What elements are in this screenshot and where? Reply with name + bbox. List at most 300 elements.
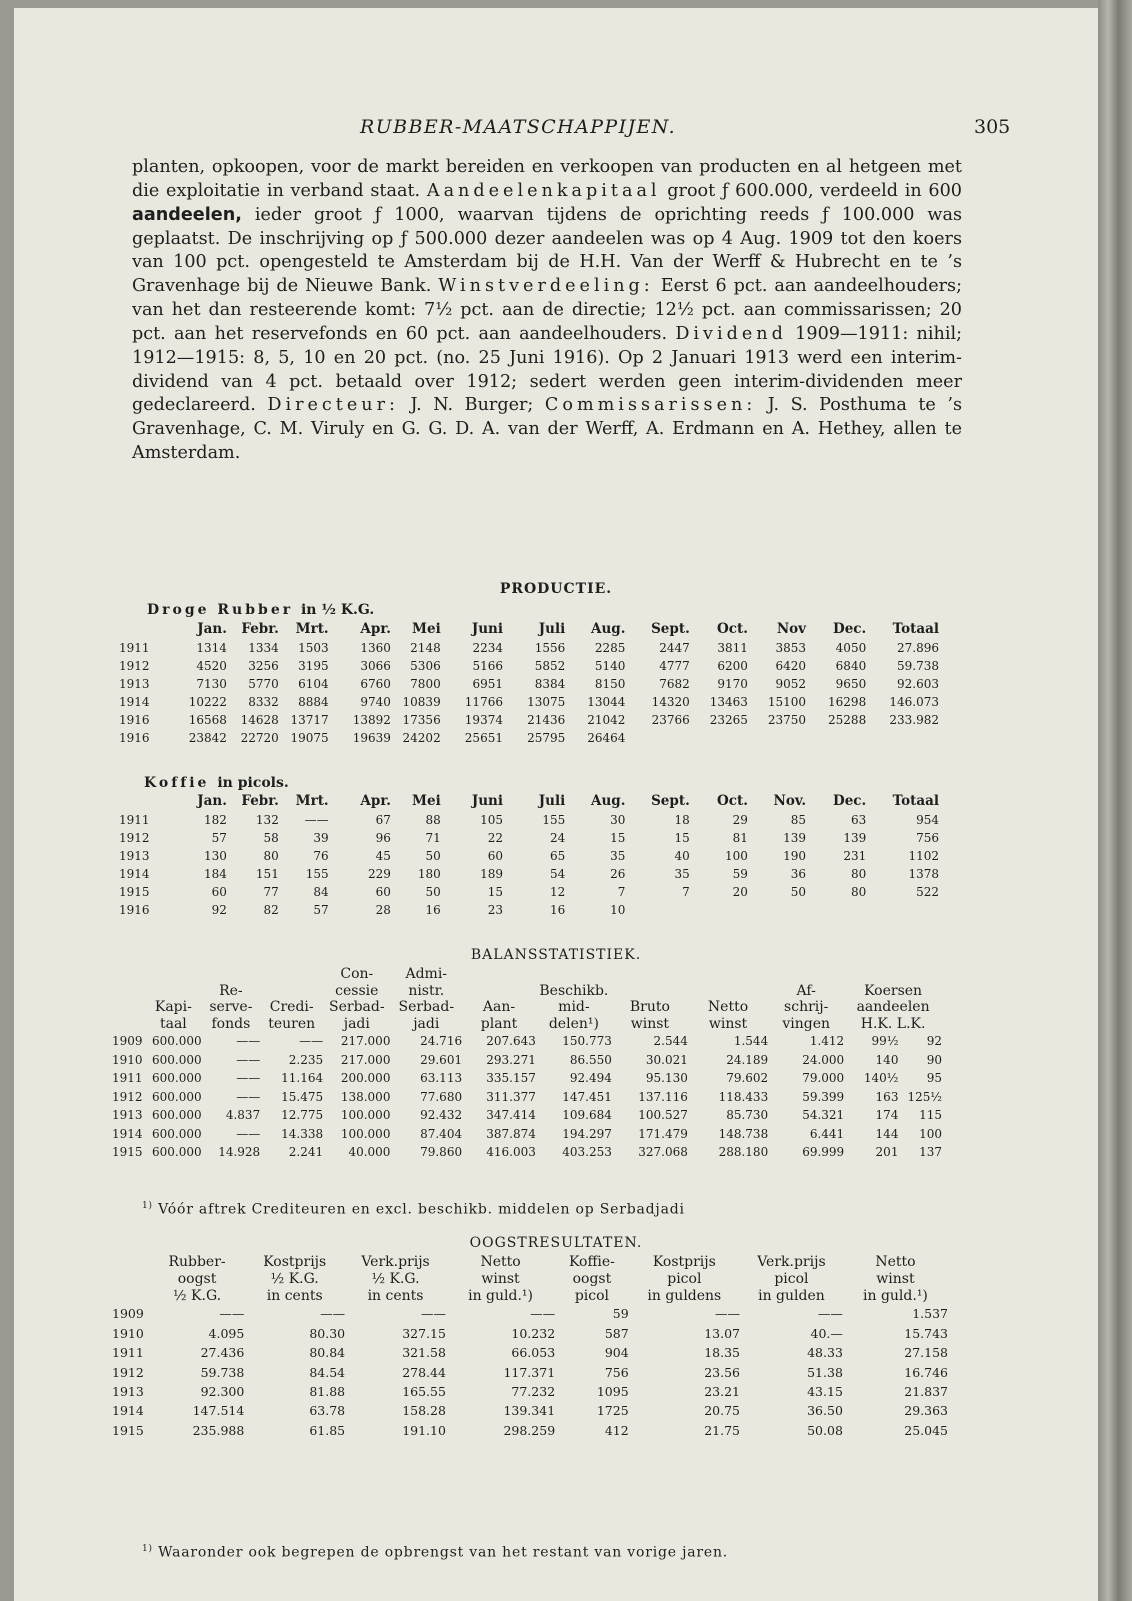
table-cell: 92.494: [569, 1071, 612, 1085]
rubber-label: Droge Rubber: [147, 602, 294, 618]
table-cell: 21436: [527, 713, 566, 727]
table-cell: 60: [487, 849, 503, 863]
table-cell: 35: [674, 867, 690, 881]
table-cell: 140: [875, 1052, 899, 1067]
table-cell: 43.15: [807, 1384, 843, 1400]
table-cell: ——: [304, 813, 329, 827]
table-cell: 13075: [527, 695, 566, 709]
table-cell: 140½: [863, 1071, 899, 1085]
table-cell: 5306: [410, 659, 441, 673]
table-cell: [690, 729, 748, 747]
page-number: 305: [974, 116, 1011, 138]
table-cell: 96: [375, 831, 391, 845]
header-row: [112, 1254, 948, 1271]
column-header: Sept.: [651, 621, 690, 637]
table-cell: 403.253: [562, 1145, 612, 1159]
table-cell: 10: [610, 903, 626, 917]
table-cell: 4.095: [208, 1325, 245, 1341]
column-header: Kostprijs: [652, 1254, 716, 1270]
table-cell: 1334: [248, 641, 279, 655]
table-cell: 387.874: [486, 1126, 536, 1141]
table-cell: 100.000: [340, 1126, 391, 1141]
column-header: Verk.prijs: [757, 1254, 826, 1270]
column-header: Mrt.: [295, 793, 329, 809]
table-cell: 4050: [835, 641, 867, 655]
table-cell: ——: [817, 1306, 843, 1322]
table-cell: 201: [875, 1145, 899, 1159]
table-cell: 293.271: [486, 1052, 536, 1067]
table-cell: 12: [549, 885, 566, 899]
year-cell: 1914: [112, 1403, 144, 1419]
table-cell: 35: [610, 849, 626, 863]
table-cell: 16.746: [904, 1364, 948, 1380]
column-header: nistr.: [408, 982, 445, 999]
table-cell: 190: [783, 849, 807, 863]
table-cell: ——: [714, 1306, 740, 1322]
footnote-mark: 1): [142, 1544, 153, 1554]
table-cell: 29: [732, 813, 748, 827]
table-cell: 25651: [464, 731, 503, 745]
table-cell: 16568: [188, 713, 227, 727]
table-cell: ——: [236, 1034, 261, 1048]
column-header: Apr.: [360, 621, 391, 637]
column-header: Re-: [219, 982, 243, 999]
balans-footnote: [142, 1201, 685, 1218]
table-row: [112, 1304, 948, 1323]
table-row: [119, 639, 939, 657]
table-cell: 25795: [527, 731, 566, 745]
column-header: Juni: [471, 621, 503, 637]
year-cell: 1915: [112, 1422, 144, 1438]
column-header: Serbad-: [398, 999, 455, 1015]
header-row: [119, 620, 939, 639]
table-cell: 82: [263, 903, 279, 917]
table-cell: 77.232: [511, 1384, 556, 1400]
table-cell: 9052: [775, 677, 807, 691]
table-cell: 1556: [534, 641, 566, 655]
table-cell: 26464: [587, 731, 626, 745]
column-header: Nov: [776, 621, 807, 637]
year-cell: 1913: [112, 1384, 144, 1400]
year-cell: 1910: [112, 1052, 143, 1067]
table-cell: 95.130: [645, 1071, 688, 1085]
table-cell: 189: [480, 867, 503, 881]
table-cell: 50.08: [807, 1422, 843, 1438]
column-header: plant: [480, 1015, 518, 1032]
table-row: [112, 1106, 942, 1125]
table-cell: 2.241: [288, 1145, 324, 1159]
year-cell: 1913: [112, 1108, 143, 1122]
table-cell: 95: [926, 1071, 942, 1085]
table-cell: ——: [236, 1052, 261, 1067]
table-cell: 756: [916, 831, 939, 845]
column-header: [202, 966, 261, 983]
year-cell: 1916: [119, 731, 150, 745]
column-header: Mrt.: [295, 621, 329, 637]
rubber-unit: in ½ K.G.: [300, 602, 375, 618]
table-cell: 81: [732, 831, 748, 845]
table-cell: 59: [732, 867, 748, 881]
table-row: [112, 1032, 942, 1051]
table-cell: 92.603: [897, 677, 939, 691]
table-cell: 80: [850, 867, 867, 881]
running-head: [14, 116, 1098, 144]
table-cell: 39: [313, 831, 329, 845]
table-cell: 139: [843, 831, 867, 845]
column-header: in guld.¹): [468, 1287, 533, 1304]
column-header: winst: [708, 1015, 748, 1032]
table-cell: 587: [604, 1325, 629, 1341]
column-header: [688, 966, 768, 983]
table-cell: 7130: [196, 677, 227, 691]
table-cell: 180: [417, 867, 441, 881]
table-cell: 86.550: [569, 1052, 612, 1067]
table-cell: 19075: [290, 731, 329, 745]
table-cell: [748, 901, 806, 919]
table-cell: 1378: [908, 867, 939, 881]
table-cell: 229: [368, 867, 391, 881]
table-cell: 11.164: [281, 1071, 324, 1085]
table-cell: 1102: [908, 849, 939, 863]
table-cell: ——: [530, 1306, 556, 1322]
table-cell: 51.38: [807, 1364, 843, 1380]
table-row: [119, 729, 939, 747]
table-cell: 100.000: [340, 1108, 391, 1122]
year-cell: 1914: [112, 1126, 143, 1141]
table-row: [119, 865, 939, 883]
table-cell: 67: [375, 813, 391, 827]
table-cell: [625, 901, 689, 919]
column-header: aandeelen: [856, 999, 930, 1015]
column-header: ½ K.G.: [270, 1270, 319, 1287]
table-cell: 8884: [298, 695, 329, 709]
table-cell: 90: [926, 1052, 942, 1067]
table-cell: 278.44: [402, 1364, 446, 1380]
table-row: [119, 675, 939, 693]
year-cell: 1909: [112, 1306, 144, 1322]
table-cell: 217.000: [340, 1034, 391, 1048]
table-cell: 24202: [402, 731, 441, 745]
table-cell: 600.000: [151, 1089, 202, 1104]
book-edge: [1098, 0, 1132, 1601]
table-cell: 5852: [534, 659, 566, 673]
year-cell: 1912: [119, 659, 150, 673]
table-cell: 105: [480, 813, 503, 827]
header-row: [112, 999, 942, 1016]
column-header: H.K. L.K.: [860, 1015, 926, 1032]
table-row: [112, 1363, 948, 1382]
koffie-unit: in picols.: [217, 775, 289, 791]
table-cell: 184: [204, 867, 227, 881]
table-cell: 30.021: [645, 1052, 688, 1067]
column-header: jadi: [413, 1015, 440, 1032]
table-cell: 235.988: [192, 1422, 245, 1438]
table-cell: 6840: [835, 659, 867, 673]
table-cell: 80.30: [309, 1325, 346, 1341]
table-cell: 24.716: [420, 1034, 463, 1048]
table-cell: 99½: [871, 1034, 899, 1048]
table-cell: 3853: [775, 641, 807, 655]
table-row: [119, 711, 939, 729]
table-cell: 40.—: [810, 1325, 843, 1341]
table-cell: 522: [916, 885, 939, 899]
table-cell: 79.602: [726, 1071, 769, 1085]
table-cell: 165.55: [402, 1384, 446, 1400]
table-cell: 15.743: [904, 1325, 948, 1341]
table-cell: 6760: [360, 677, 391, 691]
table-cell: 25288: [828, 713, 867, 727]
table-cell: 60: [375, 885, 391, 899]
column-header: [844, 966, 942, 983]
table-cell: [748, 729, 806, 747]
column-header: picol: [774, 1270, 809, 1287]
table-cell: 5140: [594, 659, 626, 673]
spaced-term-directeur: Directeur:: [267, 395, 399, 416]
table-cell: 10839: [402, 695, 441, 709]
text-run: groot ƒ 600.000, verdeeld in 600: [660, 180, 962, 201]
table-cell: 92.300: [200, 1384, 245, 1400]
text-run: planten, opkoopen, voor de markt bereiden en verkoopen van producten en al hetgeen met die exploitatie in verband staat.: [132, 157, 962, 201]
table-cell: 12.775: [281, 1108, 324, 1122]
table-row: [119, 657, 939, 675]
table-cell: 100: [919, 1126, 942, 1141]
oogst-footnote: [142, 1544, 728, 1561]
column-header: Netto: [707, 999, 749, 1015]
column-header: Apr.: [360, 793, 391, 809]
table-cell: 194.297: [562, 1126, 612, 1141]
table-cell: 3256: [248, 659, 279, 673]
table-row: [112, 1421, 948, 1440]
text-run: J. N. Burger;: [398, 395, 545, 416]
column-header: Nov.: [773, 793, 807, 809]
table-cell: 151: [255, 867, 279, 881]
table-cell: 298.259: [503, 1422, 556, 1438]
column-header: Bruto: [629, 999, 670, 1015]
column-header: delen¹): [548, 1015, 599, 1032]
table-cell: 40: [674, 849, 690, 863]
table-cell: 63.78: [309, 1403, 346, 1419]
table-cell: 130: [204, 849, 227, 863]
table-cell: [866, 901, 939, 919]
column-header: winst: [876, 1270, 915, 1287]
column-header: mid-: [558, 999, 590, 1015]
koffie-label: Koffie: [144, 775, 210, 791]
oogst-heading: OOGSTRESULTATEN.: [469, 1235, 643, 1251]
table-cell: 1095: [596, 1384, 629, 1400]
table-cell: 15100: [767, 695, 807, 709]
table-cell: ——: [236, 1071, 261, 1085]
table-row: [119, 829, 939, 847]
column-header: teuren: [268, 1015, 316, 1032]
table-cell: [690, 901, 748, 919]
table-cell: 87.404: [420, 1126, 463, 1141]
table-cell: 4520: [196, 659, 227, 673]
column-header: [260, 983, 323, 1000]
table-cell: 22720: [240, 731, 279, 745]
table-cell: 13.07: [704, 1325, 740, 1341]
column-header: Oct.: [716, 621, 748, 637]
page: [14, 8, 1098, 1601]
table-cell: ——: [236, 1126, 261, 1141]
table-cell: 18.35: [704, 1345, 740, 1361]
table-cell: 92: [926, 1034, 942, 1048]
header-row: [112, 1288, 948, 1305]
table-cell: 416.003: [486, 1145, 536, 1159]
body-text: [132, 156, 962, 466]
table-row: [112, 1382, 948, 1401]
year-cell: 1912: [119, 831, 150, 845]
koffie-production-table: [119, 792, 939, 919]
table-cell: 13463: [709, 695, 748, 709]
column-header: [536, 966, 612, 983]
table-cell: 9740: [360, 695, 391, 709]
spaced-term-commissarissen: Commissarissen:: [544, 395, 757, 416]
table-cell: 81.88: [309, 1384, 346, 1400]
table-cell: 24.000: [802, 1052, 845, 1067]
table-cell: 80: [850, 885, 867, 899]
column-header: Dec.: [833, 621, 867, 637]
table-cell: 59.399: [802, 1089, 845, 1104]
table-cell: 9170: [717, 677, 748, 691]
table-cell: 27.158: [904, 1345, 948, 1361]
table-cell: 6951: [472, 677, 503, 691]
year-cell: 1912: [112, 1364, 144, 1380]
table-cell: 182: [204, 813, 227, 827]
table-cell: 88: [425, 813, 441, 827]
table-cell: 7682: [659, 677, 690, 691]
table-cell: 7: [682, 885, 690, 899]
table-cell: 158.28: [402, 1403, 446, 1419]
year-cell: 1910: [112, 1325, 144, 1341]
column-header: [612, 966, 688, 983]
table-cell: 23750: [767, 713, 807, 727]
year-cell: 1914: [119, 867, 150, 881]
table-cell: 85: [790, 813, 807, 827]
text-run: ieder groot ƒ 1000, waarvan tijdens de oprichting reeds ƒ 100.000 was geplaatst. De inschrijving op ƒ 500.000 dezer aandeelen was op 4 Aug. 1909 tot den koers van 100 pct. opengesteld te Amsterdam bij de H.H. Van der Werff & Hubrecht en te ’s Gravenhage bij de Nieuwe Bank.: [132, 204, 962, 297]
table-cell: 10.232: [511, 1325, 556, 1341]
table-row: [119, 901, 939, 919]
column-header: ½ K.G.: [173, 1287, 222, 1304]
table-cell: ——: [219, 1306, 245, 1322]
column-header: Oct.: [716, 793, 748, 809]
table-row: [119, 693, 939, 711]
table-cell: 61.85: [309, 1422, 346, 1438]
year-cell: 1912: [112, 1089, 143, 1104]
table-cell: 21.837: [904, 1384, 948, 1400]
header-row: [112, 1016, 942, 1033]
column-header: Juli: [538, 621, 566, 637]
year-cell: 1913: [119, 677, 150, 691]
column-header: Febr.: [241, 793, 279, 809]
table-cell: 79.000: [802, 1071, 845, 1085]
table-cell: 137.116: [638, 1089, 688, 1104]
table-cell: 66.053: [511, 1345, 556, 1361]
table-cell: 36: [790, 867, 807, 881]
column-header: in guldens: [647, 1287, 722, 1304]
table-cell: 1.412: [809, 1034, 845, 1048]
table-row: [112, 1343, 948, 1362]
table-cell: 3066: [360, 659, 391, 673]
column-header: Aug.: [591, 793, 626, 809]
table-row: [112, 1069, 942, 1088]
table-cell: 3811: [717, 641, 748, 655]
table-cell: 600.000: [151, 1126, 202, 1141]
table-cell: 15: [674, 831, 690, 845]
page-title: RUBBER-MAATSCHAPPIJEN.: [360, 116, 677, 138]
table-cell: 59: [612, 1306, 629, 1322]
table-cell: 10222: [188, 695, 227, 709]
table-cell: 6.441: [809, 1126, 845, 1141]
table-cell: 24.189: [726, 1052, 769, 1067]
table-cell: 17356: [402, 713, 441, 727]
table-cell: 115: [919, 1108, 942, 1122]
table-cell: 59.738: [200, 1364, 245, 1380]
table-cell: 63.113: [420, 1071, 463, 1085]
column-header: Juni: [471, 793, 503, 809]
table-cell: 7800: [410, 677, 441, 691]
column-header: oogst: [177, 1270, 217, 1287]
footnote-mark: 1): [142, 1201, 153, 1211]
column-header: Sept.: [651, 793, 690, 809]
table-cell: 29.363: [904, 1403, 948, 1419]
table-cell: 139.341: [503, 1403, 556, 1419]
balans-table: [112, 966, 942, 1162]
table-cell: [866, 729, 939, 747]
table-row: [112, 1125, 942, 1144]
table-cell: 92: [211, 903, 227, 917]
table-cell: 600.000: [151, 1034, 202, 1048]
table-cell: 1.544: [733, 1034, 769, 1048]
table-cell: 13892: [352, 713, 391, 727]
koffie-subheading: [144, 775, 289, 791]
table-cell: 50: [790, 885, 807, 899]
table-cell: 54: [549, 867, 566, 881]
table-cell: 21042: [587, 713, 626, 727]
table-cell: 137: [919, 1145, 942, 1159]
column-header: Kapi-: [154, 999, 192, 1015]
table-cell: 92.432: [420, 1108, 463, 1122]
table-cell: 2447: [659, 641, 690, 655]
year-cell: 1911: [112, 1071, 143, 1085]
table-cell: 7: [617, 885, 626, 899]
table-cell: 6104: [298, 677, 329, 691]
table-cell: 200.000: [340, 1071, 391, 1085]
table-cell: 16: [549, 903, 566, 917]
table-cell: 327.15: [402, 1325, 446, 1341]
table-cell: 600.000: [151, 1108, 202, 1122]
table-cell: 756: [604, 1364, 629, 1380]
column-header: Credi-: [269, 999, 314, 1015]
table-cell: 14.928: [218, 1145, 261, 1159]
column-header: Netto: [875, 1254, 916, 1270]
table-cell: 26: [610, 867, 626, 881]
column-header: fonds: [211, 1015, 251, 1032]
column-header: winst: [481, 1270, 520, 1287]
table-cell: 20: [732, 885, 748, 899]
table-cell: 58: [263, 831, 279, 845]
column-header: serve-: [209, 999, 253, 1015]
column-header: Jan.: [197, 621, 227, 637]
table-cell: 8332: [248, 695, 279, 709]
table-cell: 144: [875, 1126, 899, 1141]
table-cell: 15.475: [281, 1089, 324, 1104]
table-cell: 2.235: [288, 1052, 324, 1067]
column-header: Jan.: [197, 793, 227, 809]
column-header: Totaal: [892, 793, 939, 809]
table-cell: ——: [299, 1034, 324, 1048]
column-header: in cents: [266, 1287, 323, 1304]
table-cell: 65: [549, 849, 566, 863]
